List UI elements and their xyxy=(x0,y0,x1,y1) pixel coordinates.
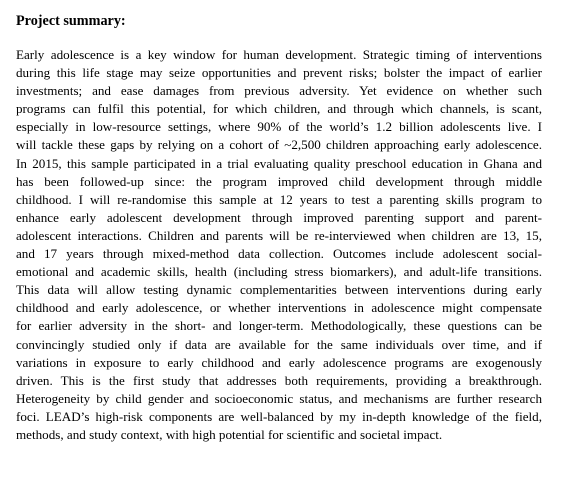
paragraph-line: childhood. I will re-randomise this sample at 12 years to test a parenting skills program to xyxy=(16,191,542,207)
paragraph-line: Heterogeneity by child gender and socioeconomic status, and mechanisms are further research xyxy=(16,390,542,406)
paragraph-line: enhance early adolescent development through improved parenting support and parent- xyxy=(16,209,542,225)
paragraph-line: childhood and early adolescence, or whether interventions in adolescence might compensate xyxy=(16,300,542,316)
paragraph-line: This data will allow testing dynamic complementarities between interventions during early xyxy=(16,282,542,298)
paragraph-line: during this life stage may seize opportunities and prevent risks; bolster the impact of earlier xyxy=(16,65,542,81)
paragraph-line: especially in low-resource settings, where 90% of the world’s 1.2 billion adolescents live. I xyxy=(16,119,542,135)
paragraph-line: driven. This is the first study that addresses both requirements, providing a breakthrough. xyxy=(16,372,542,388)
paragraph-line: In 2015, this sample participated in a trial evaluating quality preschool education in Ghana and xyxy=(16,155,542,171)
summary-paragraph xyxy=(16,46,542,444)
paragraph-line: has been followed-up since: the program improved child development through middle xyxy=(16,173,542,189)
paragraph-line: for earlier adversity in the short- and longer-term. Methodologically, these questions can be xyxy=(16,318,542,334)
paragraph-line: Early adolescence is a key window for human development. Strategic timing of interventions xyxy=(16,47,542,62)
paragraph-line: and 17 years through mixed-method data collection. Outcomes include adolescent social- xyxy=(16,246,542,262)
paragraph-line: adolescent interactions. Children and parents will be re-interviewed when children are 13, 15, xyxy=(16,227,542,243)
paragraph-line: emotional and academic skills, health (including stress biomarkers), and adult-life transitions. xyxy=(16,264,542,280)
paragraph-line: methods, and study context, with high potential for scientific and societal impact. xyxy=(16,426,443,442)
paragraph-line: programs can fulfil this potential, for which children, and through which channels, is scant, xyxy=(16,101,542,117)
paragraph-line: will tackle these gaps by relying on a cohort of ~2,500 children approaching early adolescence. xyxy=(16,137,542,153)
project-summary-section xyxy=(16,12,542,444)
paragraph-line: investments; and ease damages from previous adversity. Yet evidence on whether such xyxy=(16,83,542,99)
paragraph-line: convincingly studied only if data are available for the same individuals over time, and if xyxy=(16,336,542,352)
paragraph-line: variations in exposure to early childhood and early adolescence programs are exogenously xyxy=(16,354,542,370)
section-heading: Project summary: xyxy=(16,13,126,29)
paragraph-line: foci. LEAD’s high-risk components are well-balanced by my in-depth knowledge of the field, xyxy=(16,408,542,424)
